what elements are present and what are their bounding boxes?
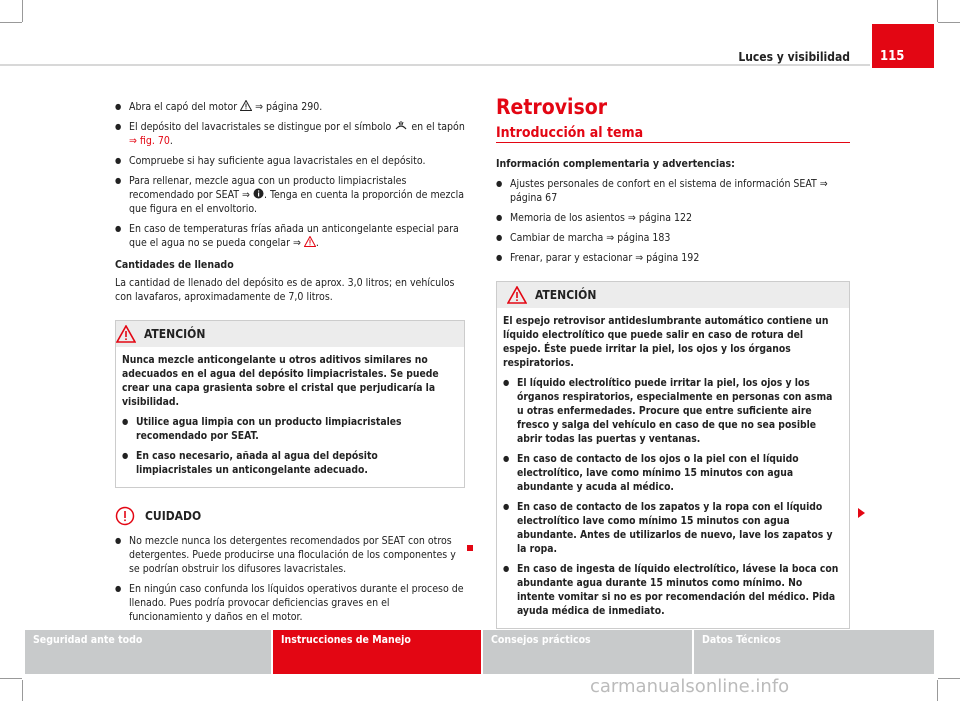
footer-tab-label: Datos Técnicos — [702, 634, 781, 646]
subtitle-rule — [496, 142, 850, 143]
warning-box-body — [497, 308, 849, 628]
list-item: ● En caso de contacto de los zapatos y la ropa con el líquido electrolítico lave como mínimo 15 minutos con agua abundante. Antes de utilizarlos de nuevo, lave los zapatos y la ropa. — [503, 500, 841, 556]
section-end-marker — [467, 545, 473, 551]
list-item-text: Compruebe si hay suficiente agua lavacristales en el depósito. — [129, 155, 426, 167]
list-item — [115, 582, 465, 624]
warning-title: ATENCIÓN — [535, 288, 597, 302]
page-title: Luces y visibilidad — [738, 50, 850, 64]
crop-mark — [938, 22, 960, 23]
footer-tab-tips[interactable] — [483, 630, 692, 674]
list-item — [115, 100, 465, 114]
list-item: ● Frenar, parar y estacionar ⇒ página 192 — [496, 251, 850, 265]
list-item: ● En caso de ingesta de líquido electrolítico, lávese la boca con abundante agua durante 15 minutos como mínimo. No intente vomitar si no es por recomendación del médico. Pida ayuda médica de inmediato. — [503, 562, 841, 618]
header-rule — [0, 64, 870, 66]
list-item-text: . — [315, 237, 319, 249]
crop-mark — [0, 22, 22, 23]
footer-tab-label: Consejos prácticos — [491, 634, 591, 646]
info-circle-icon — [253, 188, 264, 199]
list-item: ● Cambiar de marcha ⇒ página 183 — [496, 231, 850, 245]
warning-box-header — [497, 281, 849, 308]
warning-icon — [507, 286, 527, 304]
list-item-text: ⇒ página 290. — [255, 101, 323, 113]
crop-mark — [937, 0, 938, 22]
warning-icon — [240, 100, 252, 111]
caution-title: CUIDADO — [145, 509, 202, 523]
crop-mark — [22, 0, 23, 22]
warning-box — [496, 281, 850, 629]
warning-intro: El espejo retrovisor antideslumbrante automático contiene un líquido electrolítico que puede salir en caso de rotura del espejo. Éste puede irritar la piel, los ojos y los órganos respiratorios. — [503, 315, 829, 369]
info-heading: Información complementaria y advertencias: — [496, 158, 735, 170]
list-item-text: . Tenga en cuenta la proporción de mezcla que figura en el envoltorio. — [129, 189, 465, 215]
list-item — [115, 222, 465, 250]
list-item-text: Para rellenar, mezcle agua con un producto limpiacristales recomendado por SEAT ⇒ — [129, 175, 407, 201]
page-number-text: 115 — [880, 49, 905, 64]
warning-box-header — [116, 320, 464, 347]
page-number — [872, 24, 934, 68]
right-column — [496, 95, 850, 629]
caution-icon — [115, 506, 135, 526]
list-item: ● Utilice agua limpia con un producto limpiacristales recomendado por SEAT. — [122, 415, 456, 443]
warning-intro: Nunca mezcle anticongelante u otros aditivos similares no adecuados en el agua del depósito limpiacristales. Se puede crear una capa grasienta sobre el cristal que perjudicaría la visibilidad. — [122, 354, 439, 408]
list-item — [115, 154, 465, 168]
warning-icon — [116, 325, 136, 343]
washer-symbol-icon — [394, 120, 408, 131]
crop-mark — [937, 680, 938, 701]
figure-link[interactable]: ⇒ fig. 70 — [129, 135, 170, 147]
quantities-text: La cantidad de llenado del depósito es de aprox. 3,0 litros; en vehículos con lavafaros, aproximadamente de 7,0 litros. — [115, 277, 455, 303]
footer-tab-label: Seguridad ante todo — [33, 634, 143, 646]
list-item-text: . — [169, 135, 173, 147]
list-item — [115, 174, 465, 216]
watermark: carmanualsonline.info — [590, 676, 790, 697]
list-item: ● No mezcle nunca los detergentes recomendados por SEAT con otros detergentes. Puede producirse una floculación de los componentes y se podrían obstruir los difusores lavacristales. — [115, 534, 465, 576]
continue-arrow-icon — [858, 508, 865, 518]
list-item: ● En caso necesario, añada al agua del depósito limpiacristales un anticongelante adecuado. — [122, 449, 456, 477]
crop-mark — [0, 678, 22, 679]
list-item: ● El líquido electrolítico puede irritar la piel, los ojos y los órganos respiratorios, especialmente en personas con asma u otras enfermedades. Procure que entre suficiente aire fresco y salga del vehículo en caso de que no sea posible abrir todas las puertas y ventanas. — [503, 376, 841, 446]
footer-tab-instructions[interactable] — [273, 630, 481, 674]
section-subtitle: Introducción al tema — [496, 125, 644, 141]
left-column — [115, 100, 465, 630]
crop-mark — [22, 680, 23, 701]
list-item — [115, 120, 465, 148]
footer-tab-label: Instrucciones de Manejo — [281, 634, 411, 646]
list-item-text: El depósito del lavacristales se distingue por el símbolo — [129, 121, 392, 133]
list-item: ● En caso de contacto de los ojos o la piel con el líquido electrolítico, lave como mínimo 15 minutos con agua abundante y acuda al médico. — [503, 452, 841, 494]
caution-header — [115, 506, 465, 526]
footer-tab-technical[interactable] — [694, 630, 934, 674]
section-title: Retrovisor — [496, 95, 608, 119]
list-item-text: en el tapón — [411, 121, 465, 133]
list-item-text: Abra el capó del motor — [129, 101, 238, 113]
list-item: ● Ajustes personales de confort en el sistema de información SEAT ⇒ página 67 — [496, 177, 850, 205]
list-item-text: En caso de temperaturas frías añada un anticongelante especial para que el agua no se pueda congelar ⇒ — [129, 223, 459, 249]
footer-tab-safety[interactable] — [25, 630, 271, 674]
caution-section — [115, 506, 465, 624]
crop-mark — [938, 678, 960, 679]
warning-icon — [304, 236, 316, 247]
warning-title: ATENCIÓN — [144, 327, 206, 341]
warning-box — [115, 320, 465, 488]
warning-box-body — [116, 347, 464, 487]
quantities-heading: Cantidades de llenado — [115, 259, 234, 271]
list-item: ● Memoria de los asientos ⇒ página 122 — [496, 211, 850, 225]
list-item-text: En ningún caso confunda los líquidos operativos durante el proceso de llenado. Pues podría provocar deficiencias graves en el funcionamiento y daños en el motor. — [129, 583, 464, 623]
